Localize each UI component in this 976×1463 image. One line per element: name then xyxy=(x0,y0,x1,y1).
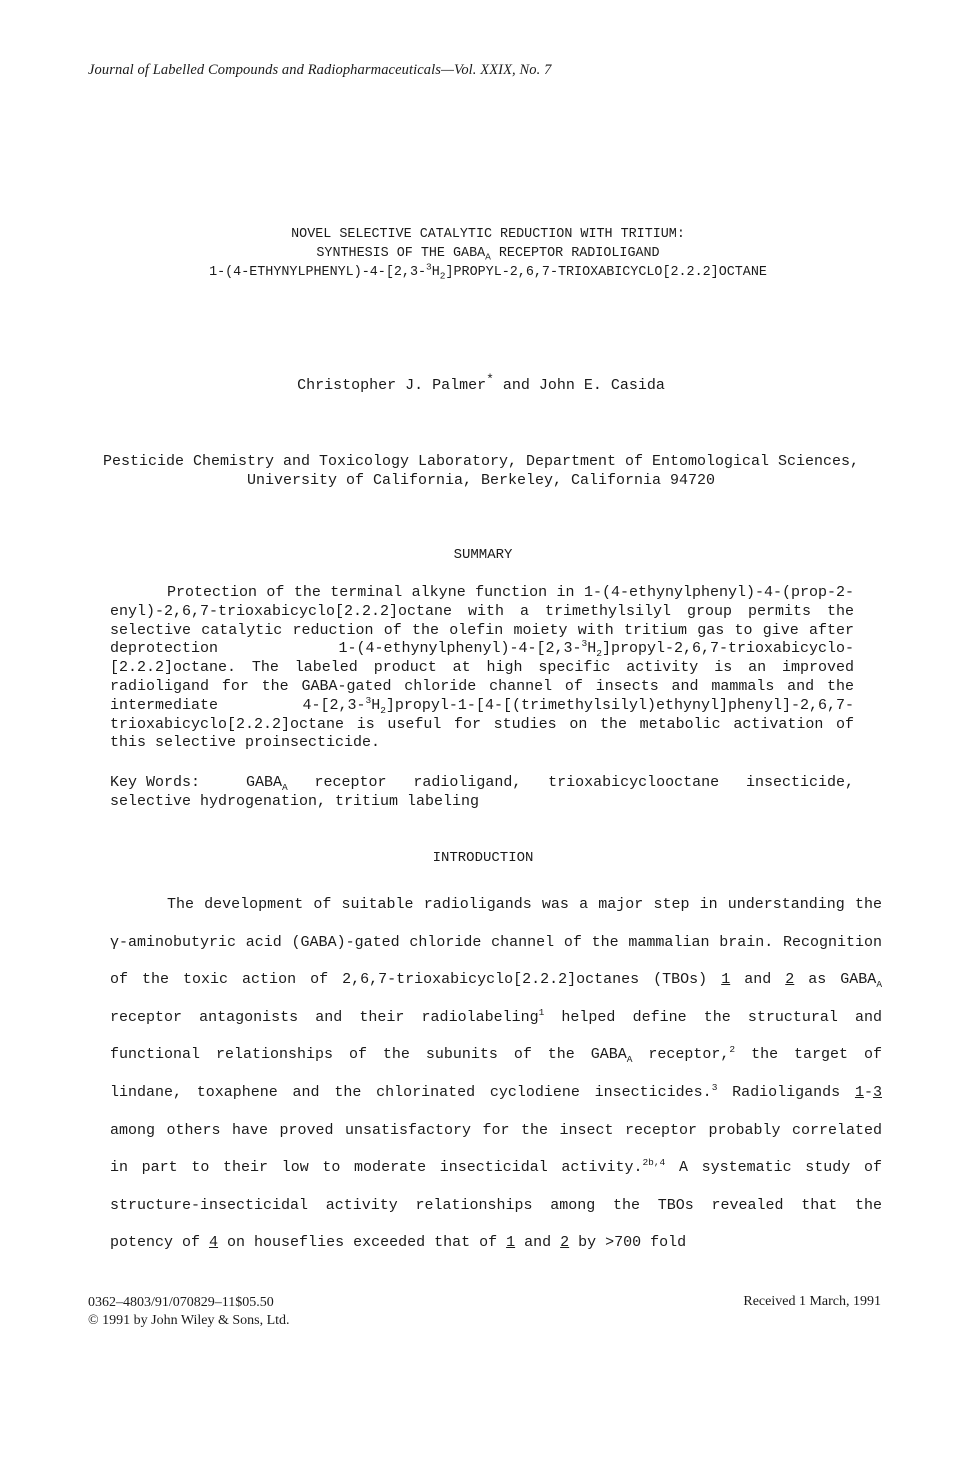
coauthor: and John E. Casida xyxy=(493,377,665,394)
title-line-2: SYNTHESIS OF THE $GABA_A$ RECEPTOR RADIOLIGAND xyxy=(316,246,660,263)
compound-ref: 1 xyxy=(854,1083,864,1101)
title-line-3: $1-(4-ETHYNYLPHENYL)-4-[2,3-^3H_2]PROPYL-2,6,7-TRIOXABICYCLO[2.2.2]OCTANE$ xyxy=(209,261,767,282)
compound-ref: 2 xyxy=(785,971,795,989)
affiliation-line-1: Pesticide Chemistry and Toxicology Laboratory, Department of Entomological Sciences, xyxy=(102,453,860,470)
summary-text: Protection of the terminal alkyne function in 1-(4-ethynylphenyl)-4-(prop-2-enyl)-2,6,7-trioxabicyclo[2.2.2]octane with a trimethylsilyl group permits the selective catalytic reduction of the olefin moiety with tritium gas to give after deprotection $1-(4-ethynylphenyl)-4-[2,3-^3H_2]propyl-2,6,7-trioxabicyclo-[2.2.2]octane$. The labeled product at high specific activity is an improved radioligand for the GABA-gated chloride channel of insects and mammals and the intermediate $4-[2,3-^3H_2]propyl-1-[4-[(trimethylsilyl)ethynyl]phenyl]-2,6,7-trioxabicyclo[2.2.2]octane$ is useful for studies on the metabolic activation of this selective proinsecticide. xyxy=(110,584,854,752)
affiliation xyxy=(0,452,962,490)
affiliation-line-2: University of California, Berkeley, California 94720 xyxy=(246,472,716,489)
citation: 2b,4 xyxy=(642,1157,666,1169)
citation: 1 xyxy=(538,1006,545,1018)
key-words: Key Words: $GABA_A$ receptor radioligand, trioxabicyclooctane insecticide, selective hydrogenation, tritium labeling xyxy=(110,774,854,810)
citation: 2 xyxy=(729,1044,736,1056)
author-list xyxy=(0,372,962,394)
compound-ref: 4 xyxy=(209,1234,219,1252)
received-date: Received 1 March, 1991 xyxy=(743,1294,881,1309)
introduction-text: The development of suitable radioligands was a major step in understanding the γ-aminobutyric acid (GABA)-gated chloride channel of the mammalian brain. Recognition of the toxic action of 2,6,7-trioxabicyclo[2.2.2]octanes (TBOs) 1 and 2 as $GABA_A$ receptor antagonists and their radiolabeling$^1$ helped define the structural and functional relationships of the subunits of the $GABA_A$ receptor,$^2$ the target of lindane, toxaphene and the chlorinated cyclodiene insecticides.$^3$ Radioligands 1-3 among others have proved unsatisfactory for the insect receptor probably correlated in part to their low to moderate insecticidal activity.$^{2b,4}$ A systematic study of structure-insecticidal activity relationships among the TBOs revealed that the potency of 4 on houseflies exceeded that of 1 and 2 by >700 fold xyxy=(110,896,883,1252)
introduction-heading: INTRODUCTION xyxy=(432,850,534,866)
compound-ref: 1 xyxy=(721,971,731,989)
compound-ref: 2 xyxy=(560,1234,570,1252)
issn-code: 0362–4803/91/070829–11$05.50 xyxy=(88,1295,274,1310)
compound-ref: 3 xyxy=(872,1083,882,1101)
article-title xyxy=(0,225,976,282)
key-words-label: Key Words: xyxy=(110,774,201,791)
compound-ref: 1 xyxy=(506,1234,516,1252)
corresponding-mark: * xyxy=(486,372,494,387)
copyright: © 1991 by John Wiley & Sons, Ltd. xyxy=(88,1313,290,1328)
citation: 3 xyxy=(711,1081,718,1093)
footer-publication-info xyxy=(88,1294,290,1330)
journal-header: Journal of Labelled Compounds and Radiopharmaceuticals—Vol. XXIX, No. 7 xyxy=(88,62,552,78)
author-name: Christopher J. Palmer xyxy=(297,377,487,394)
summary-heading: SUMMARY xyxy=(453,547,513,563)
title-line-1: NOVEL SELECTIVE CATALYTIC REDUCTION WITH TRITIUM: xyxy=(291,227,685,242)
